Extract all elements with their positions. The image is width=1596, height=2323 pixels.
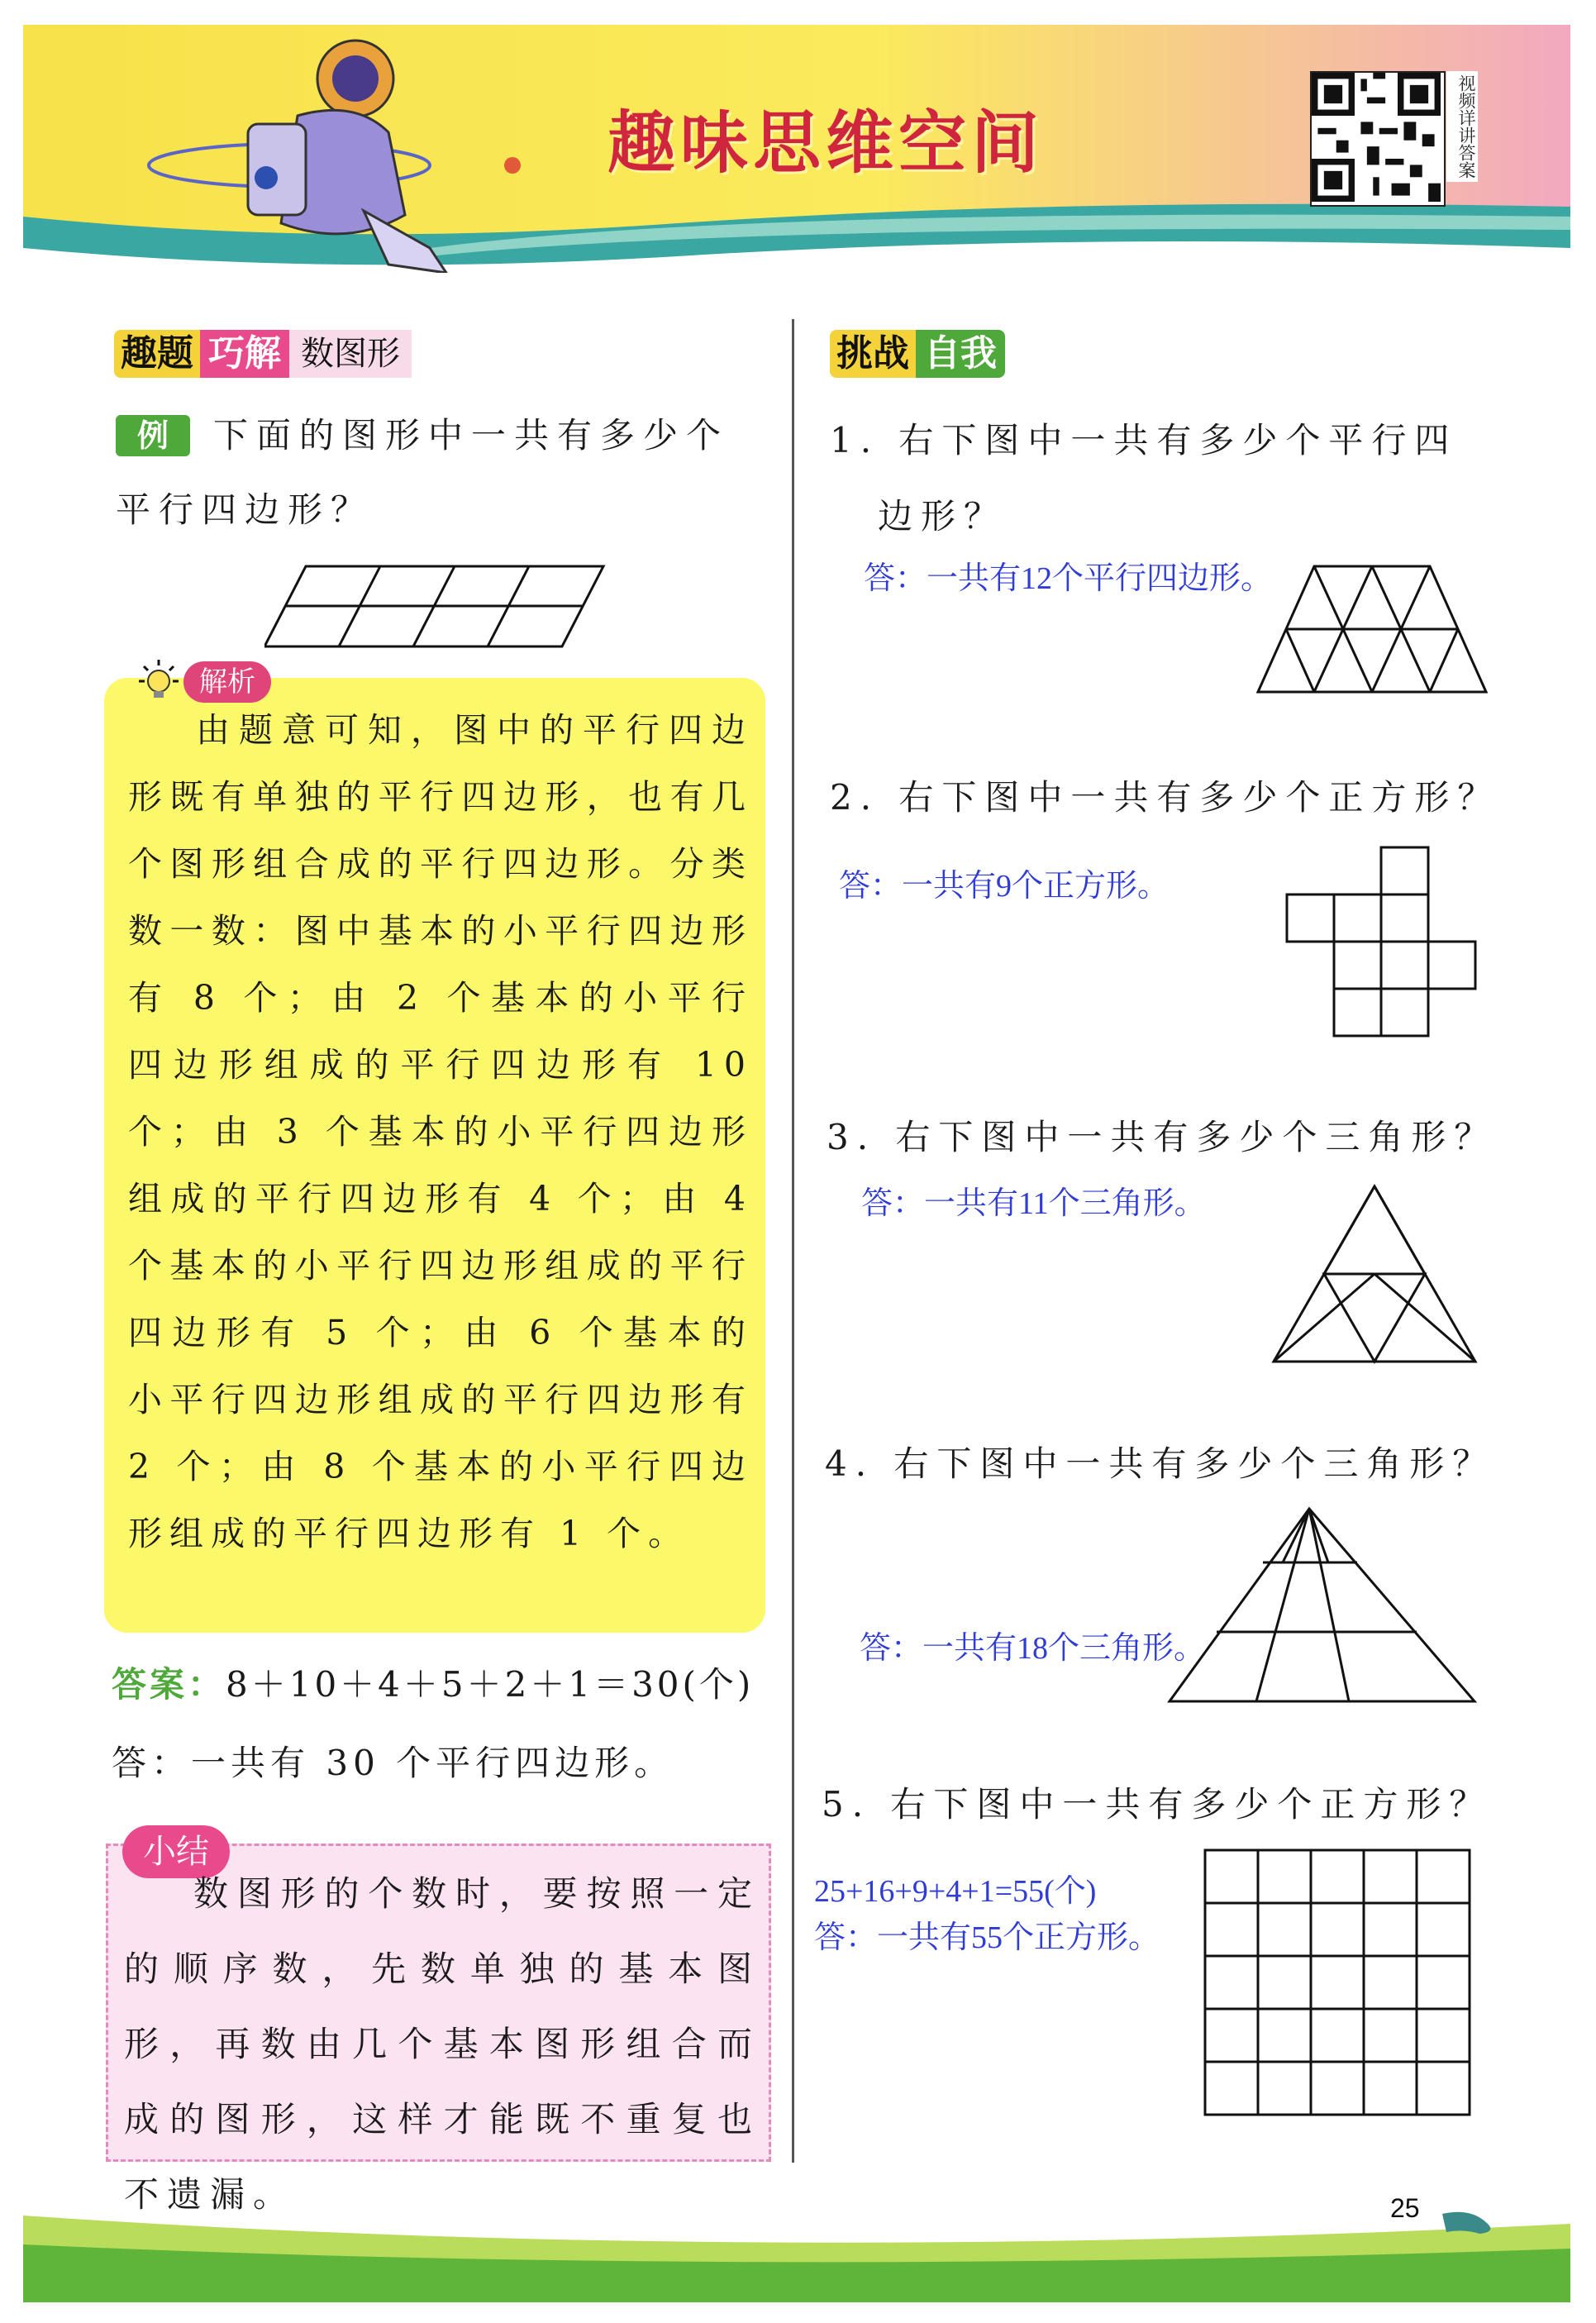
page-number: 25 — [1390, 2193, 1420, 2223]
page-title: 趣味思维空间 — [607, 104, 1045, 183]
answer-1: 答：一共有12个平行四边形。 — [864, 561, 1273, 596]
example-question-line1: 下面的图形中一共有多少个 — [213, 415, 730, 456]
answer-formula — [112, 1658, 754, 1707]
answer-5: 答：一共有55个正方形。 — [814, 1920, 1160, 1955]
summary-badge: 小结 — [122, 1825, 230, 1878]
question-3: 3. 右下图中一共有多少个三角形？ — [827, 1117, 1498, 1157]
question-2: 2. 右下图中一共有多少个正方形？ — [830, 777, 1501, 818]
tag-part2: 自我 — [916, 330, 1005, 378]
question-1-line2: 边形？ — [878, 496, 1008, 537]
answer-label: 答案： — [112, 1664, 226, 1705]
section-tag-challenge — [830, 327, 1005, 380]
tag-part1: 趣题 — [114, 330, 200, 378]
figure-triangle-3 — [1271, 1184, 1478, 1366]
answer-sentence: 答：一共有 30 个平行四边形。 — [112, 1743, 674, 1783]
column-divider — [792, 319, 794, 2163]
answer-5-formula: 25+16+9+4+1=55(个) — [814, 1874, 1097, 1909]
analysis-text: 由题意可知，图中的平行四边形既有单独的平行四边形，也有几个图形组合成的平行四边形。分类数一数：图中基本的小平行四边形有 8 个；由 2 个基本的小平行四边形组成的平行四边形有 10 个；由 3 个基本的小平行四边形组成的平行四边形有 4 个；由 4 个基本的小平行四边形组成的平行四边形有 5 个；由 6 个基本的小平行四边形组成的平行四边形有 2 个；由 8 个基本的小平行四边形组成的平行四边形有 1 个。 — [128, 710, 753, 1553]
qr-caption: 视频详讲答案 — [1446, 71, 1478, 182]
question-4: 4. 右下图中一共有多少个三角形？ — [825, 1443, 1496, 1484]
answer-2: 答：一共有9个正方形。 — [839, 869, 1170, 904]
answer-4: 答：一共有18个三角形。 — [860, 1631, 1206, 1666]
footer-banner — [0, 2199, 1596, 2323]
qr-code[interactable] — [1310, 71, 1446, 207]
figure-triangle-grid — [1256, 564, 1488, 696]
answer-formula-text: 8＋10＋4＋5＋2＋1＝30(个) — [226, 1664, 755, 1705]
example-question-line2: 平行四边形？ — [116, 489, 374, 530]
analysis-badge: 解析 — [183, 661, 271, 703]
answer-3: 答：一共有11个三角形。 — [861, 1186, 1206, 1221]
figure-square-cross — [1285, 845, 1484, 1040]
question-5: 5. 右下图中一共有多少个正方形？ — [822, 1784, 1493, 1825]
figure-5x5-grid — [1203, 1848, 1475, 2120]
section-tag-fun-problem — [114, 327, 412, 380]
dolphin-icon — [1442, 2212, 1490, 2234]
example-label: 例 — [116, 415, 190, 456]
tag-part2: 巧解 — [200, 330, 289, 378]
summary-text: 数图形的个数时，要按照一定的顺序数，先数单独的基本图形，再数由几个基本图形组合而成的图形，这样才能既不重复也不遗漏。 — [124, 1873, 760, 2215]
question-1-line1: 1. 右下图中一共有多少个平行四 — [830, 420, 1458, 460]
parallelogram-figure — [264, 562, 620, 653]
figure-triangle-4 — [1167, 1506, 1477, 1705]
tag-topic: 数图形 — [289, 330, 412, 378]
tag-part1: 挑战 — [830, 330, 916, 378]
